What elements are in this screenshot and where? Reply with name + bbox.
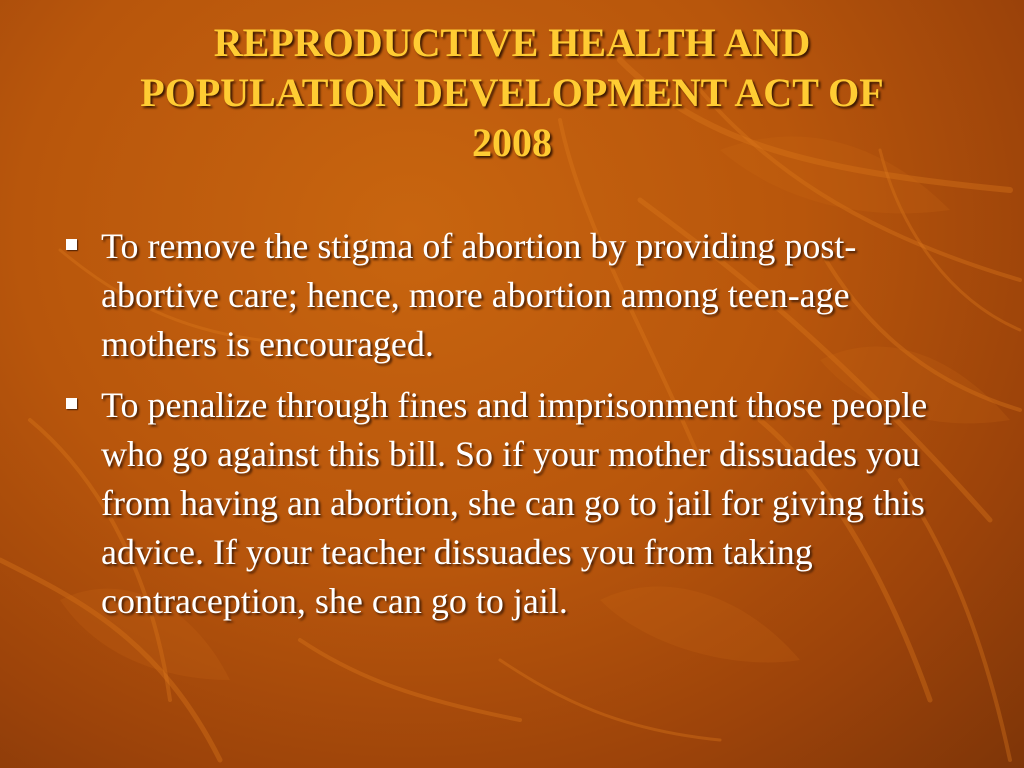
slide-title: REPRODUCTIVE HEALTH AND POPULATION DEVELOPMENT ACT OF 2008 xyxy=(140,20,884,165)
bullet-list xyxy=(58,222,968,638)
bullet-item xyxy=(58,381,968,626)
bullet-item xyxy=(58,222,968,369)
square-bullet-icon xyxy=(66,398,77,409)
square-bullet-icon xyxy=(66,239,77,250)
bullet-text: To penalize through fines and imprisonment those people who go against this bill. So if your mother dissuades you from having an abortion, she can go to jail for giving this advice. If your teacher dissuades you from taking contraception, she can go to jail. xyxy=(101,385,928,621)
bullet-text: To remove the stigma of abortion by providing post-abortive care; hence, more abortion among teen-age mothers is encouraged. xyxy=(101,226,857,364)
